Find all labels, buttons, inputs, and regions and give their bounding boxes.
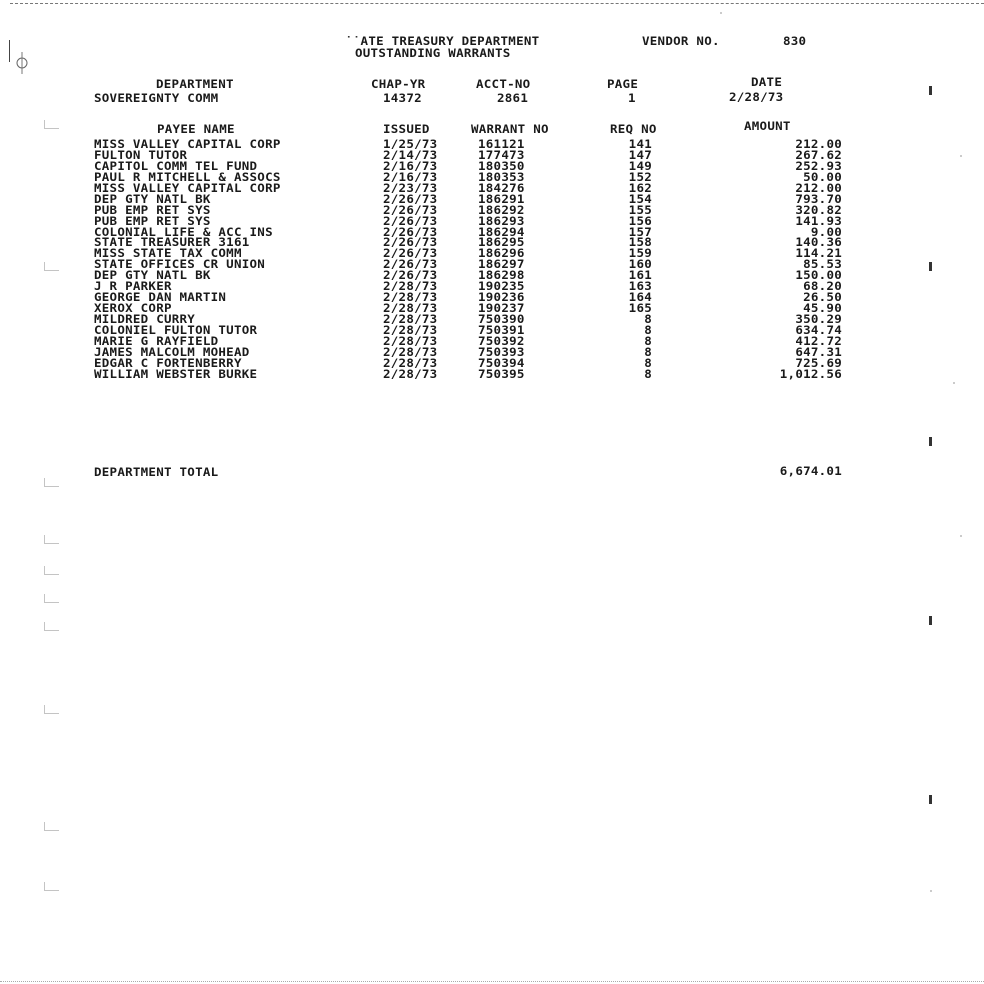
req-number: 163 [628,279,652,293]
req-number: 8 [644,312,652,326]
margin-mark [44,822,59,831]
amount: 68.20 [803,279,842,293]
payee-name: WILLIAM WEBSTER BURKE [94,366,258,381]
warrant-number: 186292 [478,202,525,217]
amount: 150.00 [795,268,842,282]
chap-yr-value: 14372 [383,91,422,105]
amount: 212.00 [795,180,842,195]
req-number: 154 [628,191,652,206]
margin-rule [9,40,10,62]
scan-speck [930,890,932,892]
issued-date: 2/26/73 [383,257,438,272]
scan-speck [720,12,722,14]
warrant-number: 750391 [478,323,525,337]
col-warrant-no: WARRANT NO [471,122,549,136]
scan-speck [960,535,962,537]
req-number: 157 [628,224,652,239]
payee-name: CAPITOL COMM TEL FUND [94,159,258,173]
amount: 1,012.56 [779,366,842,381]
amount: 141.93 [795,213,842,228]
issued-date: 2/16/73 [383,170,438,184]
req-number: 8 [644,355,652,370]
warrant-number: 750393 [478,345,525,359]
margin-mark [44,478,59,487]
payee-name: FULTON TUTOR [94,148,188,162]
amount: 50.00 [803,170,842,184]
issued-date: 2/28/73 [383,355,438,370]
col-issued: ISSUED [383,122,430,136]
amount: 793.70 [795,191,842,206]
warrant-number: 750394 [478,355,525,370]
margin-mark [44,882,59,891]
warrant-number: 161121 [478,137,525,151]
page-label: PAGE [607,77,639,91]
chap-yr-label: CHAP-YR [371,77,426,91]
warrant-table [0,139,984,380]
req-number: 8 [644,334,652,348]
req-number: 162 [628,180,652,195]
amount: 212.00 [795,137,842,151]
issued-date: 1/25/73 [383,137,438,151]
req-number: 147 [628,148,652,162]
warrant-number: 186296 [478,246,525,261]
punch-hole-icon [14,52,30,74]
acct-no-label: ACCT-NO [476,77,531,91]
payee-name: MARIE G RAYFIELD [94,334,219,348]
payee-name: PUB EMP RET SYS [94,202,211,217]
payee-name: J R PARKER [94,279,172,293]
margin-mark [44,594,59,603]
date-value: 2/28/73 [729,90,784,104]
payee-name: COLONIAL LIFE & ACC INS [94,224,273,239]
req-number: 158 [628,235,652,250]
col-amount: AMOUNT [744,119,791,133]
amount: 140.36 [795,235,842,250]
warrant-number: 190236 [478,290,525,304]
amount: 412.72 [795,334,842,348]
margin-mark [44,535,59,544]
issued-date: 2/28/73 [383,301,438,315]
warrant-number: 184276 [478,180,525,195]
payee-name: GEORGE DAN MARTIN [94,290,227,304]
issued-date: 2/26/73 [383,235,438,250]
amount: 634.74 [795,323,842,337]
margin-mark [44,566,59,575]
col-req-no: REQ NO [610,122,657,136]
margin-mark [44,705,59,714]
issued-date: 2/26/73 [383,213,438,228]
issued-date: 2/28/73 [383,334,438,348]
amount: 9.00 [810,224,842,239]
req-number: 8 [644,366,652,381]
warrant-number: 186295 [478,235,525,250]
amount: 320.82 [795,202,842,217]
amount: 114.21 [795,246,842,261]
warrant-number: 177473 [478,148,525,162]
perforation-top [10,3,984,4]
amount: 647.31 [795,345,842,359]
req-number: 164 [628,290,652,304]
warrant-number: 750395 [478,366,525,381]
department-total-amount: 6,674.01 [779,464,842,478]
issued-date: 2/28/73 [383,312,438,326]
warrant-number: 750390 [478,312,525,326]
req-number: 8 [644,323,652,337]
issued-date: 2/26/73 [383,246,438,261]
req-number: 8 [644,345,652,359]
date-label: DATE [751,75,783,89]
report-title: ˙˙ATE TREASURY DEPARTMENT [345,34,540,48]
amount: 252.93 [795,159,842,173]
amount: 350.29 [795,312,842,326]
payee-name: EDGAR C FORTENBERRY [94,355,242,370]
vendor-label: VENDOR NO. [642,34,720,48]
payee-name: STATE TREASURER 3161 [94,235,250,250]
req-number: 155 [628,202,652,217]
page-value: 1 [628,91,636,105]
payee-name: MISS STATE TAX COMM [94,246,242,261]
req-number: 160 [628,257,652,272]
tractor-mark [929,437,932,446]
warrant-number: 186298 [478,268,525,282]
department-label: DEPARTMENT [156,77,234,91]
req-number: 152 [628,170,652,184]
issued-date: 2/28/73 [383,366,438,381]
req-number: 141 [628,137,652,151]
issued-date: 2/26/73 [383,191,438,206]
amount: 85.53 [803,257,842,272]
req-number: 165 [628,301,652,315]
payee-name: PAUL R MITCHELL & ASSOCS [94,170,281,184]
warrant-number: 186294 [478,224,525,239]
amount: 267.62 [795,148,842,162]
payee-name: JAMES MALCOLM MOHEAD [94,345,250,359]
amount: 45.90 [803,301,842,315]
report-subtitle: OUTSTANDING WARRANTS [355,46,511,60]
issued-date: 2/26/73 [383,224,438,239]
payee-name: STATE OFFICES CR UNION [94,257,266,272]
issued-date: 2/26/73 [383,202,438,217]
payee-name: DEP GTY NATL BK [94,191,211,206]
req-number: 149 [628,159,652,173]
req-number: 159 [628,246,652,261]
issued-date: 2/14/73 [383,148,438,162]
issued-date: 2/28/73 [383,290,438,304]
col-payee-name: PAYEE NAME [157,122,235,136]
tractor-mark [929,616,932,625]
req-number: 161 [628,268,652,282]
warrant-number: 750392 [478,334,525,348]
warrant-number: 190235 [478,279,525,293]
amount: 26.50 [803,290,842,304]
department-value: SOVEREIGNTY COMM [94,91,219,105]
department-total-label: DEPARTMENT TOTAL [94,465,219,479]
payee-name: MILDRED CURRY [94,312,196,326]
payee-name: XEROX CORP [94,301,172,315]
warrant-number: 186291 [478,191,525,206]
perforation-bottom [0,981,984,982]
warrant-number: 186293 [478,213,525,228]
amount: 725.69 [795,355,842,370]
margin-mark [44,120,59,129]
issued-date: 2/28/73 [383,345,438,359]
margin-mark [44,622,59,631]
warrant-number: 186297 [478,257,525,272]
issued-date: 2/16/73 [383,159,438,173]
req-number: 156 [628,213,652,228]
issued-date: 2/23/73 [383,180,438,195]
vendor-number: 830 [783,34,807,48]
payee-name: PUB EMP RET SYS [94,213,211,228]
issued-date: 2/28/73 [383,279,438,293]
payee-name: COLONIEL FULTON TUTOR [94,323,258,337]
tractor-mark [929,795,932,804]
tractor-mark [929,86,932,95]
warrant-number: 180353 [478,170,525,184]
issued-date: 2/28/73 [383,323,438,337]
warrant-number: 190237 [478,301,525,315]
payee-name: MISS VALLEY CAPITAL CORP [94,180,281,195]
acct-no-value: 2861 [497,91,529,105]
scan-speck [953,382,955,384]
payee-name: MISS VALLEY CAPITAL CORP [94,137,281,151]
table-row [0,366,984,381]
payee-name: DEP GTY NATL BK [94,268,211,282]
issued-date: 2/26/73 [383,268,438,282]
warrant-number: 180350 [478,159,525,173]
